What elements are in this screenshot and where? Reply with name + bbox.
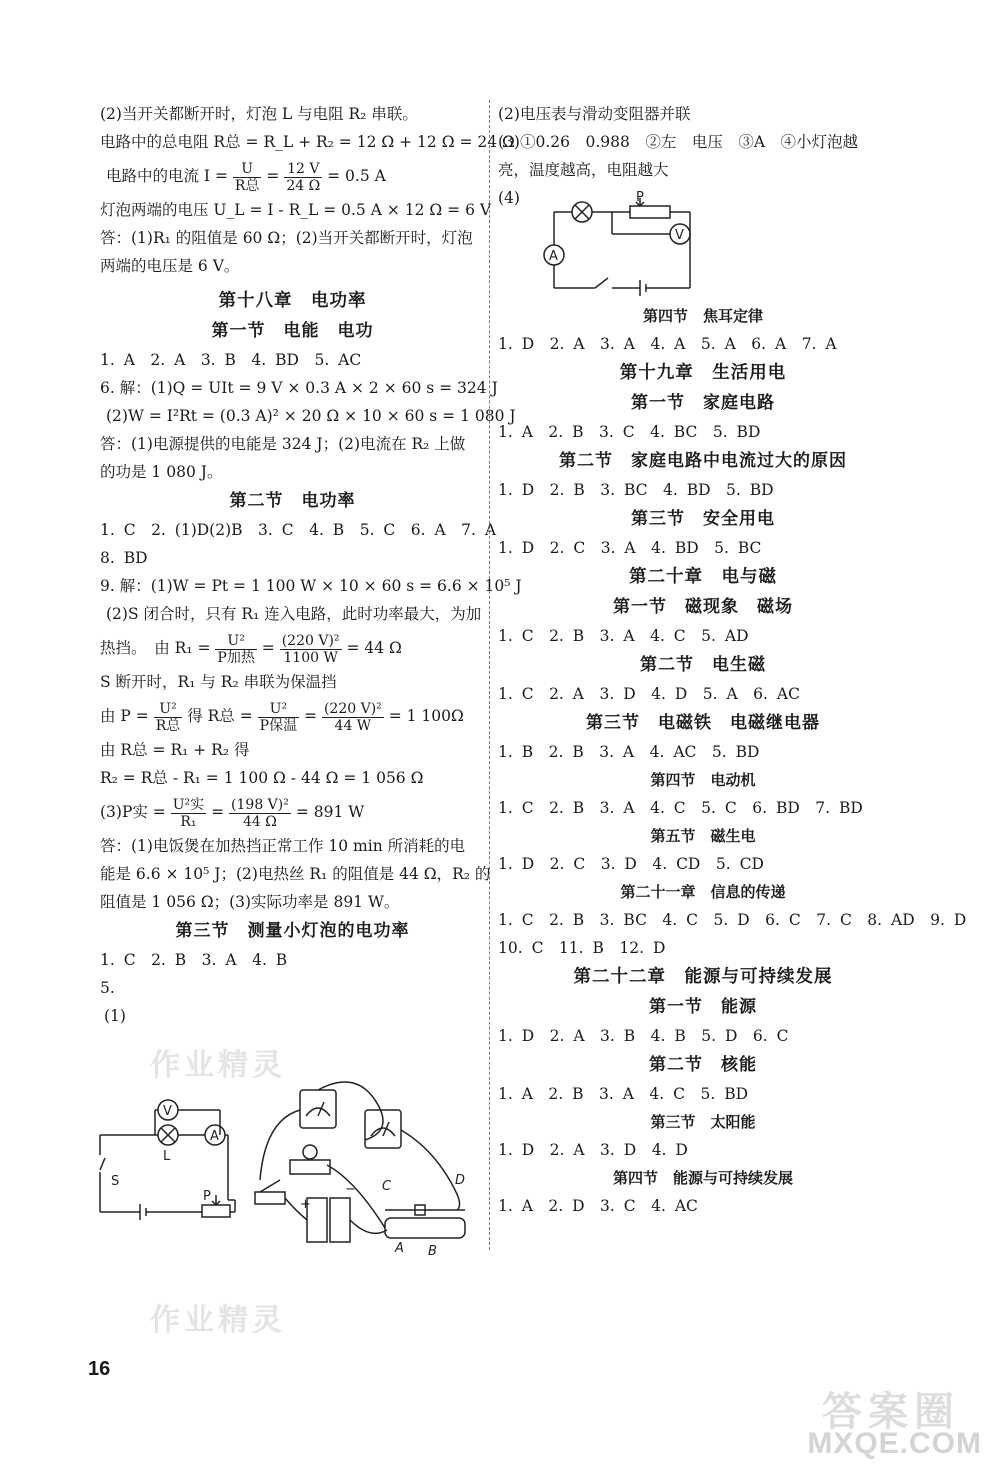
answer-line: 1. C 2. (1)D(2)B 3. C 4. B 5. C 6. A 7. A bbox=[100, 521, 497, 539]
section-title: 第三节 太阳能 bbox=[650, 1113, 756, 1131]
text-line: 的功是 1 080 J。 bbox=[100, 463, 223, 481]
answer-line: 1. B 2. B 3. A 4. AC 5. BD bbox=[498, 743, 760, 761]
text-line: 6. 解：(1)Q = UIt = 9 V × 0.3 A × 2 × 60 s = 324 J bbox=[100, 379, 498, 397]
text-line: S 断开时，R₁ 与 R₂ 串联为保温挡 bbox=[100, 673, 337, 691]
text-line: R₂ = R总 - R₁ = 1 100 Ω - 44 Ω = 1 056 Ω bbox=[100, 769, 424, 787]
diagram-label: L bbox=[163, 1149, 171, 1164]
chapter-title: 第十九章 生活用电 bbox=[619, 363, 787, 383]
page-number: 16 bbox=[88, 1358, 111, 1380]
switch-symbol bbox=[595, 278, 608, 288]
watermark-text: 作业精灵 bbox=[150, 1303, 286, 1338]
text-line: (3)①0.26 0.988 ②左 电压 ③A ④小灯泡越 bbox=[498, 133, 859, 151]
watermark-logo-text: 答案圈 bbox=[822, 1388, 960, 1435]
fraction: $\frac{U}{\text{R总}}$ bbox=[234, 160, 260, 194]
section-title: 第五节 磁生电 bbox=[650, 827, 756, 845]
section-title: 第三节 测量小灯泡的电功率 bbox=[175, 921, 410, 941]
formula-line: 由 P = $\frac{\text{U²}}{\text{R总}}$ 得 R总 = $\frac{\text{U²}}{\text{P保温}}$ = $\frac{\text{(220 V)²}}{44 W}$ = 1 100Ω bbox=[100, 700, 464, 734]
answer-line: 1. D 2. C 3. A 4. BD 5. BC bbox=[498, 539, 762, 557]
section-title: 第三节 电磁铁 电磁继电器 bbox=[586, 713, 820, 733]
text-line: (2)W = I²Rt = (0.3 A)² × 20 Ω × 10 × 60 s = 1 080 J bbox=[106, 407, 516, 425]
fraction: $\frac{\text{U²}}{\text{P加热}}$ bbox=[217, 632, 255, 666]
formula-line: (3)P实 = $\frac{\text{U²实}}{\text{R₁}}$ = $\frac{\text{(198 V)²}}{44 \Omega}$ = 891 W bbox=[100, 796, 365, 830]
answer-line: 1. A 2. B 3. A 4. C 5. BD bbox=[498, 1085, 749, 1103]
formula-text: 电路中的电流 I = bbox=[106, 167, 228, 185]
text-line: (2)S 闭合时，只有 R₁ 连入电路，此时功率最大，为加 bbox=[106, 605, 482, 623]
chapter-title: 第二十一章 信息的传递 bbox=[620, 883, 786, 901]
answer-line: 1. A 2. B 3. C 4. BC 5. BD bbox=[498, 423, 761, 441]
answer-line: 1. D 2. C 3. D 4. CD 5. CD bbox=[498, 855, 764, 873]
switch-device bbox=[255, 1192, 285, 1204]
text-line: 亮，温度越高，电阻越大 bbox=[498, 161, 669, 179]
formula-line: 电路中的电流 I = $\frac{U}{\text{R总}}$ = $\frac{12 V}{24 \Omega}$ = 0.5 A bbox=[106, 160, 386, 194]
formula-line: 热挡。 由 R₁ = $\frac{\text{U²}}{\text{P加热}}$ = $\frac{\text{(220 V)²}}{1100 W}$ = 44 Ω bbox=[100, 632, 402, 666]
bulb bbox=[303, 1145, 317, 1159]
answer-line: 1. C 2. B 3. A 4. B bbox=[100, 951, 288, 969]
rheostat-symbol bbox=[202, 1205, 230, 1217]
lamp-holder bbox=[290, 1160, 330, 1174]
answer-line: 10. C 11. B 12. D bbox=[498, 939, 666, 957]
diagram-label: V bbox=[163, 1104, 172, 1119]
section-title: 第二节 核能 bbox=[649, 1055, 757, 1075]
text-line: 阻值是 1 056 Ω；(3)实际功率是 891 W。 bbox=[100, 893, 400, 911]
fraction: $\frac{\text{(220 V)²}}{44 W}$ bbox=[323, 700, 382, 734]
watermark-text: 作业精灵 bbox=[150, 1048, 286, 1083]
fraction: $\frac{\text{(220 V)²}}{1100 W}$ bbox=[281, 632, 340, 666]
left-column bbox=[100, 100, 522, 1030]
question-part: (4) bbox=[498, 189, 520, 207]
text-line: 答：(1)R₁ 的阻值是 60 Ω；(2)当开关都断开时，灯泡 bbox=[100, 229, 473, 247]
ammeter-device bbox=[300, 1090, 336, 1128]
fraction: $\frac{\text{(198 V)²}}{44 \Omega}$ bbox=[231, 796, 289, 830]
diagram-label: C bbox=[382, 1179, 392, 1194]
text-line: 答：(1)电饭煲在加热挡正常工作 10 min 所消耗的电 bbox=[100, 837, 466, 855]
chapter-title: 第二十二章 能源与可持续发展 bbox=[573, 967, 833, 987]
section-title: 第一节 电能 电功 bbox=[211, 321, 374, 341]
site-watermark-logo bbox=[700, 1380, 990, 1465]
diagram-label: P bbox=[203, 1189, 211, 1204]
fraction: $\frac{\text{U²}}{\text{P保温}}$ bbox=[259, 700, 298, 734]
watermark-url: MXQE.COM bbox=[807, 1427, 982, 1460]
section-title: 第一节 磁现象 磁场 bbox=[613, 597, 793, 617]
section-title: 第四节 焦耳定律 bbox=[642, 307, 763, 325]
circuit-diagram bbox=[540, 190, 720, 300]
chapter-title: 第二十章 电与磁 bbox=[629, 567, 777, 587]
rheostat-device bbox=[385, 1218, 465, 1238]
answer-line: 1. C 2. B 3. A 4. C 5. C 6. BD 7. BD bbox=[498, 799, 863, 817]
rheostat-symbol bbox=[630, 206, 670, 218]
diagram-label: A bbox=[549, 249, 558, 264]
text-line: 两端的电压是 6 V。 bbox=[100, 257, 240, 275]
answer-line: 1. D 2. A 3. B 4. B 5. D 6. C bbox=[498, 1027, 789, 1045]
answer-line: 1. D 2. B 3. BC 4. BD 5. BD bbox=[498, 481, 774, 499]
answer-line: 1. D 2. A 3. D 4. D bbox=[498, 1141, 688, 1159]
section-title: 第二节 电生磁 bbox=[640, 655, 766, 675]
chapter-title: 第十八章 电功率 bbox=[218, 291, 367, 311]
question-number: 5. bbox=[100, 979, 115, 997]
text-line: (2)电压表与滑动变阻器并联 bbox=[498, 105, 691, 123]
diagram-label: B bbox=[428, 1244, 437, 1259]
section-title: 第三节 安全用电 bbox=[631, 509, 775, 529]
diagram-label: + bbox=[300, 1197, 311, 1212]
question-part: (1) bbox=[104, 1007, 126, 1025]
text-line: 由 R总 = R₁ + R₂ 得 bbox=[100, 741, 250, 759]
answer-line: 1. D 2. A 3. A 4. A 5. A 6. A 7. A bbox=[498, 335, 837, 353]
fraction: $\frac{\text{U²实}}{\text{R₁}}$ bbox=[172, 796, 205, 830]
text-line: 9. 解：(1)W = Pt = 1 100 W × 10 × 60 s = 6.6 × 10⁵ J bbox=[100, 577, 522, 595]
section-title: 第二节 电功率 bbox=[229, 491, 356, 511]
answer-line: 1. A 2. A 3. B 4. BD 5. AC bbox=[100, 351, 362, 369]
section-title: 第四节 能源与可持续发展 bbox=[612, 1169, 793, 1187]
diagram-label: − bbox=[345, 1182, 356, 1197]
text-line: 能是 6.6 × 10⁵ J；(2)电热丝 R₁ 的阻值是 44 Ω，R₂ 的 bbox=[100, 865, 491, 883]
battery-cell bbox=[330, 1198, 350, 1242]
section-title: 第一节 能源 bbox=[649, 997, 757, 1017]
answer-line: 1. C 2. B 3. A 4. C 5. AD bbox=[498, 627, 749, 645]
diagram-label: S bbox=[111, 1174, 120, 1189]
answer-line: 1. A 2. D 3. C 4. AC bbox=[498, 1197, 698, 1215]
diagram-label: D bbox=[455, 1173, 466, 1188]
section-title: 第四节 电动机 bbox=[650, 771, 756, 789]
answer-line: 8. BD bbox=[100, 549, 148, 567]
diagram-label: V bbox=[675, 228, 684, 243]
fraction: $\frac{\text{U²}}{\text{R总}}$ bbox=[155, 700, 181, 734]
text-line: 答：(1)电源提供的电能是 324 J；(2)电流在 R₂ 上做 bbox=[100, 435, 466, 453]
switch-symbol bbox=[100, 1158, 105, 1170]
text-line: 电路中的总电阻 R总 = R_L + R₂ = 12 Ω + 12 Ω = 24 Ω bbox=[100, 133, 515, 151]
section-title: 第二节 家庭电路中电流过大的原因 bbox=[559, 451, 847, 471]
diagram-label: A bbox=[395, 1241, 404, 1256]
diagram-label: A bbox=[210, 1129, 219, 1144]
circuit-diagram bbox=[95, 1080, 485, 1260]
section-title: 第一节 家庭电路 bbox=[631, 393, 775, 413]
fraction: $\frac{12 V}{24 \Omega}$ bbox=[286, 160, 321, 194]
answer-line: 1. C 2. A 3. D 4. D 5. A 6. AC bbox=[498, 685, 800, 703]
text-line: 灯泡两端的电压 U_L = I - R_L = 0.5 A × 12 Ω = 6 V bbox=[100, 201, 492, 219]
column-divider bbox=[489, 100, 490, 1250]
diagram-label: P bbox=[636, 190, 644, 205]
answer-line: 1. C 2. B 3. BC 4. C 5. D 6. C 7. C 8. AD 9. D bbox=[498, 911, 967, 929]
text-line: (2)当开关都断开时，灯泡 L 与电阻 R₂ 串联。 bbox=[100, 105, 418, 123]
